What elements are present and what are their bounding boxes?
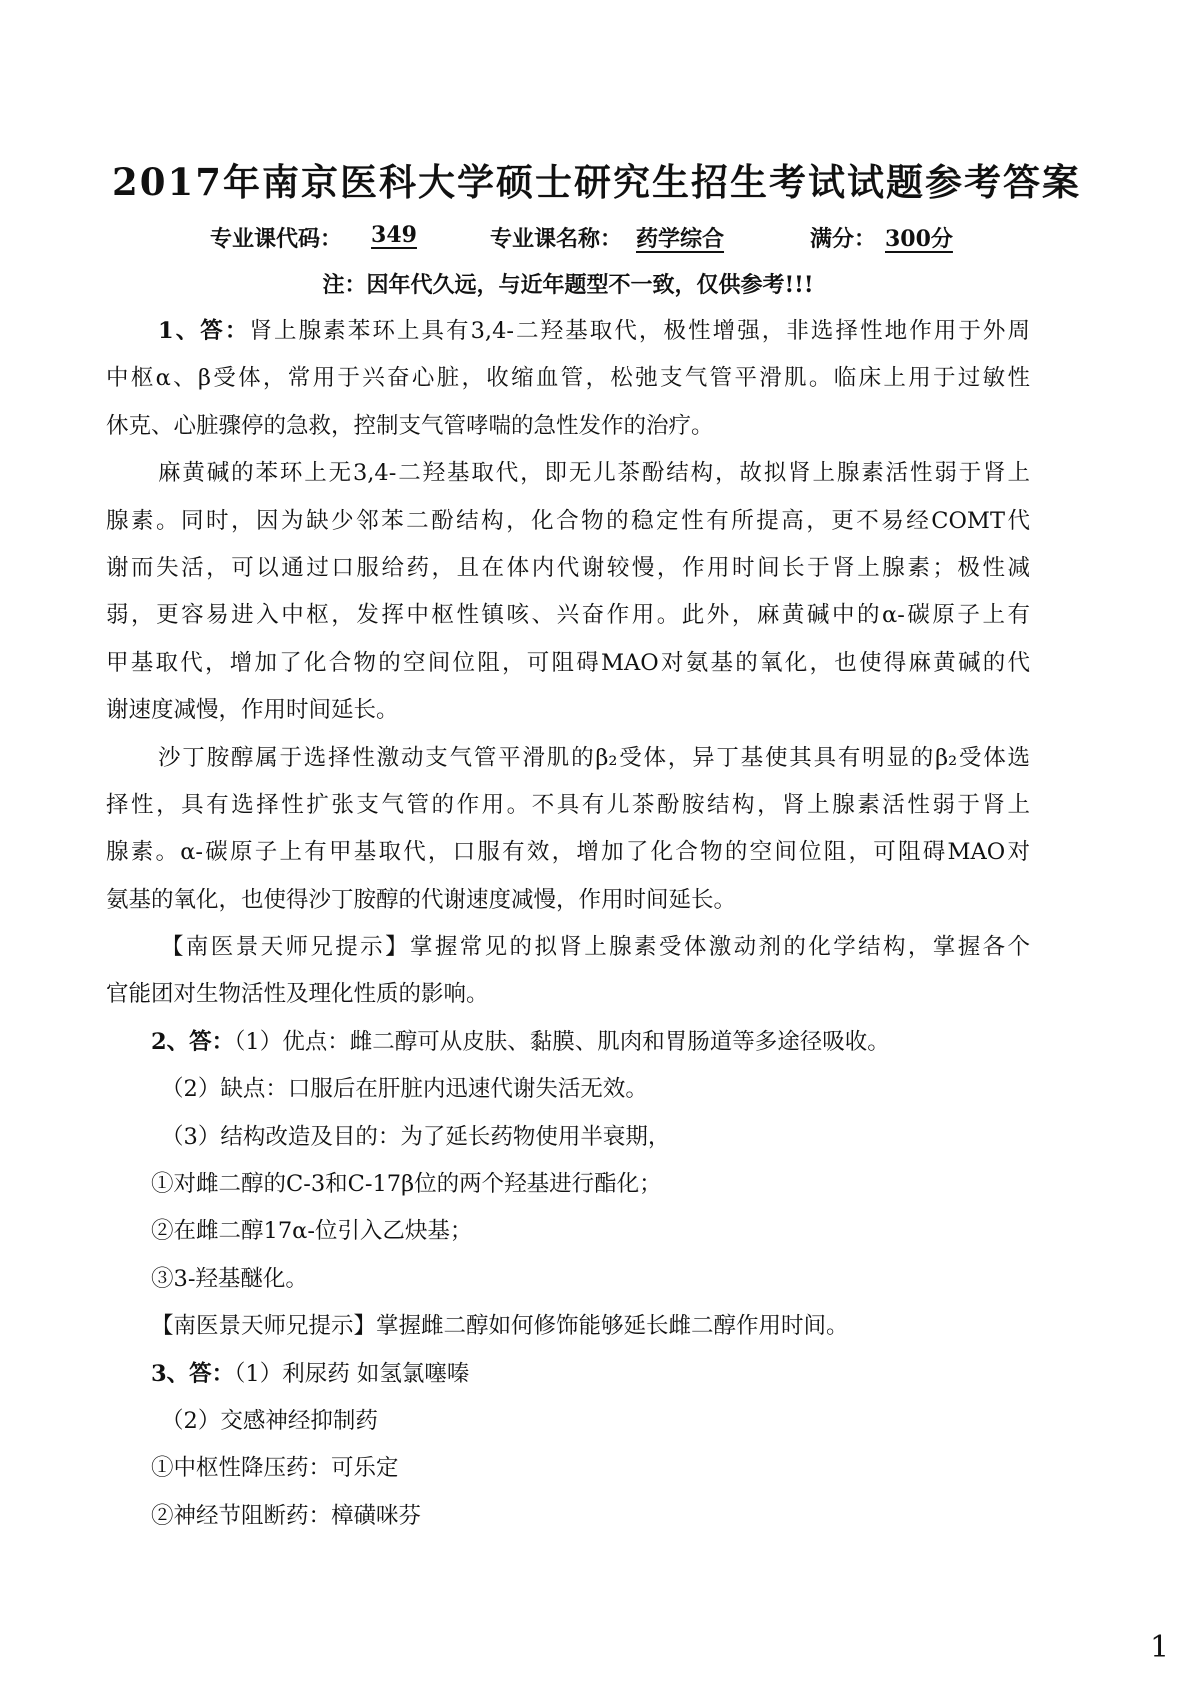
course-code-label: 专业课代码： bbox=[210, 226, 343, 252]
line-text: （1）优点：雌二醇可从皮肤、黏膜、肌肉和胃肠道等多途径吸收。 bbox=[234, 1028, 890, 1055]
line-text: 中枢α、β受体，常用于兴奋心脏，收缩血管，松弛支气管平滑肌。临床上用于过敏性 bbox=[106, 365, 1030, 392]
line-text: 甲基取代，增加了化合物的空间位阻，可阻碍MAO对氨基的氧化，也使得麻黄碱的代 bbox=[106, 649, 1030, 676]
course-code-value: 349 bbox=[371, 222, 417, 248]
text-line bbox=[106, 592, 1030, 639]
answer-number: 2、答： bbox=[151, 1028, 235, 1055]
text-line bbox=[106, 355, 1030, 402]
full-score-value: 300分 bbox=[885, 226, 953, 252]
line-text: 【南医景天师兄提示】掌握常见的拟肾上腺素受体激动剂的化学结构，掌握各个 bbox=[161, 934, 1030, 961]
line-text: ①对雌二醇的C-3和C-17β位的两个羟基进行酯化； bbox=[151, 1171, 662, 1198]
text-line bbox=[106, 545, 1030, 592]
line-text: 腺素。α-碳原子上有甲基取代，口服有效，增加了化合物的空间位阻，可阻碍MAO对 bbox=[106, 839, 1030, 866]
line-text: 【南医景天师兄提示】掌握雌二醇如何修饰能够延长雌二醇作用时间。 bbox=[151, 1313, 849, 1340]
course-name-value: 药学综合 bbox=[636, 226, 725, 252]
line-text: ①中枢性降压药：可乐定 bbox=[151, 1455, 399, 1482]
line-text: 官能团对生物活性及理化性质的影响。 bbox=[106, 981, 489, 1008]
line-text: （1）利尿药 如氢氯噻嗪 bbox=[234, 1360, 470, 1387]
text-line bbox=[106, 971, 1030, 1018]
text-line bbox=[106, 1066, 1030, 1113]
full-score-label: 满分： bbox=[810, 226, 877, 252]
text-line bbox=[106, 1114, 1030, 1161]
text-line bbox=[106, 1303, 1030, 1350]
line-text: 谢速度减慢，作用时间延长。 bbox=[106, 697, 399, 724]
text-line bbox=[106, 403, 1030, 450]
line-text: 腺素。同时，因为缺少邻苯二酚结构，化合物的稳定性有所提高，更不易经COMT代 bbox=[106, 507, 1030, 534]
line-text: ③3-羟基醚化。 bbox=[151, 1265, 308, 1292]
line-text: （2）交感神经抑制药 bbox=[161, 1407, 378, 1434]
line-text: 麻黄碱的苯环上无3,4-二羟基取代，即无儿茶酚结构，故拟肾上腺素活性弱于肾上 bbox=[158, 460, 1030, 487]
line-text: （3）结构改造及目的：为了延长药物使用半衰期， bbox=[161, 1123, 671, 1150]
document-title: 2017年南京医科大学硕士研究生招生考试试题参考答案 bbox=[112, 160, 1081, 204]
line-text: ②在雌二醇17α-位引入乙炔基； bbox=[151, 1218, 473, 1245]
text-line bbox=[106, 1161, 1030, 1208]
text-line bbox=[106, 782, 1030, 829]
line-text: 弱，更容易进入中枢，发挥中枢性镇咳、兴奋作用。此外，麻黄碱中的α-碳原子上有 bbox=[106, 602, 1030, 629]
line-text: 休克、心脏骤停的急救，控制支气管哮喘的急性发作的治疗。 bbox=[106, 412, 714, 439]
text-line bbox=[106, 1256, 1030, 1303]
line-text: 肾上腺素苯环上具有3,4-二羟基取代，极性增强，非选择性地作用于外周 bbox=[249, 318, 1031, 344]
text-line bbox=[106, 1351, 1030, 1398]
answer-number: 1、答： bbox=[158, 318, 250, 344]
text-line bbox=[106, 640, 1030, 687]
text-line bbox=[106, 498, 1030, 545]
answer-body bbox=[106, 308, 1030, 1540]
text-line bbox=[106, 877, 1030, 924]
text-line bbox=[106, 735, 1030, 782]
text-line bbox=[106, 1398, 1030, 1445]
answer-number: 3、答： bbox=[151, 1360, 235, 1387]
text-line bbox=[106, 829, 1030, 876]
text-line bbox=[106, 1208, 1030, 1255]
line-text: ②神经节阻断药：樟磺咪芬 bbox=[151, 1502, 422, 1529]
text-line bbox=[106, 450, 1030, 497]
text-line bbox=[106, 1445, 1030, 1492]
line-text: （2）缺点：口服后在肝脏内迅速代谢失活无效。 bbox=[161, 1076, 648, 1103]
line-text: 氨基的氧化，也使得沙丁胺醇的代谢速度减慢，作用时间延长。 bbox=[106, 886, 737, 913]
text-line bbox=[106, 687, 1030, 734]
line-text: 谢而失活，可以通过口服给药，且在体内代谢较慢，作用时间长于肾上腺素；极性减 bbox=[106, 554, 1030, 581]
text-line bbox=[106, 1493, 1030, 1540]
page-number: 1 bbox=[1150, 1630, 1170, 1665]
line-text: 择性，具有选择性扩张支气管的作用。不具有儿茶酚胺结构，肾上腺素活性弱于肾上 bbox=[106, 791, 1030, 818]
line-text: 沙丁胺醇属于选择性激动支气管平滑肌的β₂受体，异丁基使其具有明显的β₂受体选 bbox=[158, 744, 1030, 771]
text-line bbox=[106, 924, 1030, 971]
text-line bbox=[106, 308, 1030, 355]
exam-meta bbox=[0, 222, 1190, 254]
course-name-label: 专业课名称： bbox=[490, 226, 623, 252]
note: 注：因年代久远，与近年题型不一致，仅供参考!!! bbox=[322, 272, 814, 298]
text-line bbox=[106, 1019, 1030, 1066]
